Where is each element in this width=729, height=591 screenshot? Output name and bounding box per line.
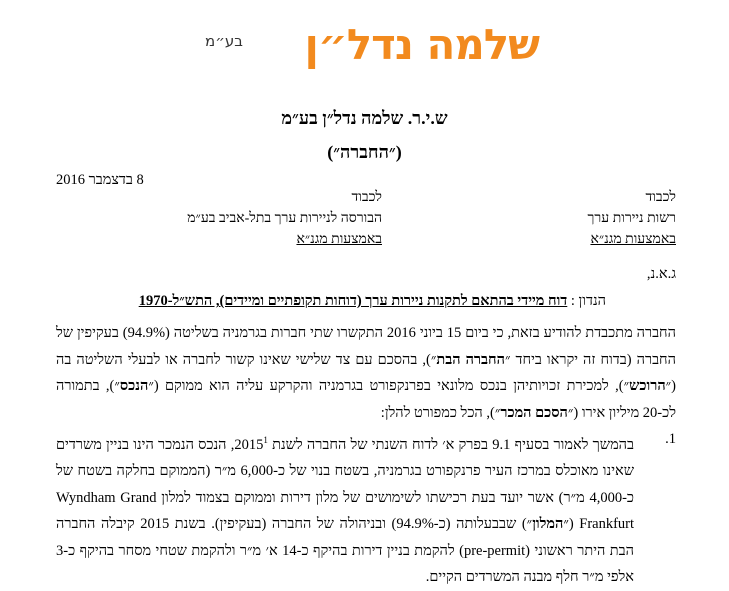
logo-suffix: בע״מ (205, 32, 243, 50)
addressee-left-name: הבורסה לניירות ערך בתל-אביב בע״מ (187, 211, 382, 226)
company-alias: (״החברה״) (327, 142, 402, 162)
item-number: 1. (665, 431, 676, 447)
addressee-right-name: רשות ניירות ערך (587, 211, 676, 226)
document-date: 8 בדצמבר 2016 (56, 172, 144, 188)
footnote-marker: 1 (263, 435, 268, 445)
subject-text: דוח מיידי בהתאם לתקנות ניירות ערך (דוחות תקופתיים ומיידים), התש״ל-1970 (138, 293, 568, 309)
subject-line (139, 293, 606, 310)
addressee-left-via: באמצעות מגנ״א (296, 232, 382, 247)
addressee-right-salutation: לכבוד (645, 190, 676, 205)
company-title: ש.י.ר. שלמה נדל״ן בע״מ (281, 108, 448, 128)
addressee-right-via: באמצעות מגנ״א (590, 232, 676, 247)
greeting: ג.א.נ, (646, 266, 676, 282)
item-paragraph: בהמשך לאמור בסעיף 9.1 בפרק א׳ לדוח השנתי של החברה לשנת 2015$^1$, הנכס הנמכר הינו בניין משרדים שאינו מאוכלס במרכז העיר פרנקפורט בגרמניה, בשטח בנוי של כ-6,000 מ״ר (הממוקם בחלקה בשטח של כ-4,000 מ״ר) אשר יועד בעת רכישתו לשימושים של מלון דירות וממוקם בצמוד למלון Wyndham Grand Frankfurt (״המלון״) שבבעלותה (כ-94.9%) ובניהולה של החברה (בעקיפין). בשנת 2015 קיבלה החברה הבת היתר ראשוני (pre-permit) להקמת בניין דירות בהיקף כ-14 א׳ מ״ר ולהקמת שטחי מסחר בהיקף כ-3 אלפי מ״ר חלף מבנה המשרדים הקיים. (56, 435, 635, 586)
logo-wordmark: שלמה נדל״ן (304, 20, 539, 69)
company-logo (0, 20, 729, 80)
addressee-left-salutation: לכבוד (351, 190, 382, 205)
subject-label: הנדון : (570, 293, 606, 309)
intro-paragraph: החברה מתכבדת להודיע בזאת, כי ביום 15 ביוני 2016 התקשרו שתי חברות בגרמניה בשליטה (94.9%) בעקיפין של החברה (בדוח זה יקראו ביחד ״החברה הבת״), בהסכם עם צד שלישי שאינו קשור לחברה או לבעלי השליטה בה (״הרוכש״), למכירת זכויותיהן בנכס מלונאי בפרנקפורט בגרמניה והקרקע עליה הוא ממוקם (״הנכס״), בתמורה לכ-20 מיליון אירו (״הסכם המכר״), הכל כמפורט להלן: (56, 325, 677, 421)
